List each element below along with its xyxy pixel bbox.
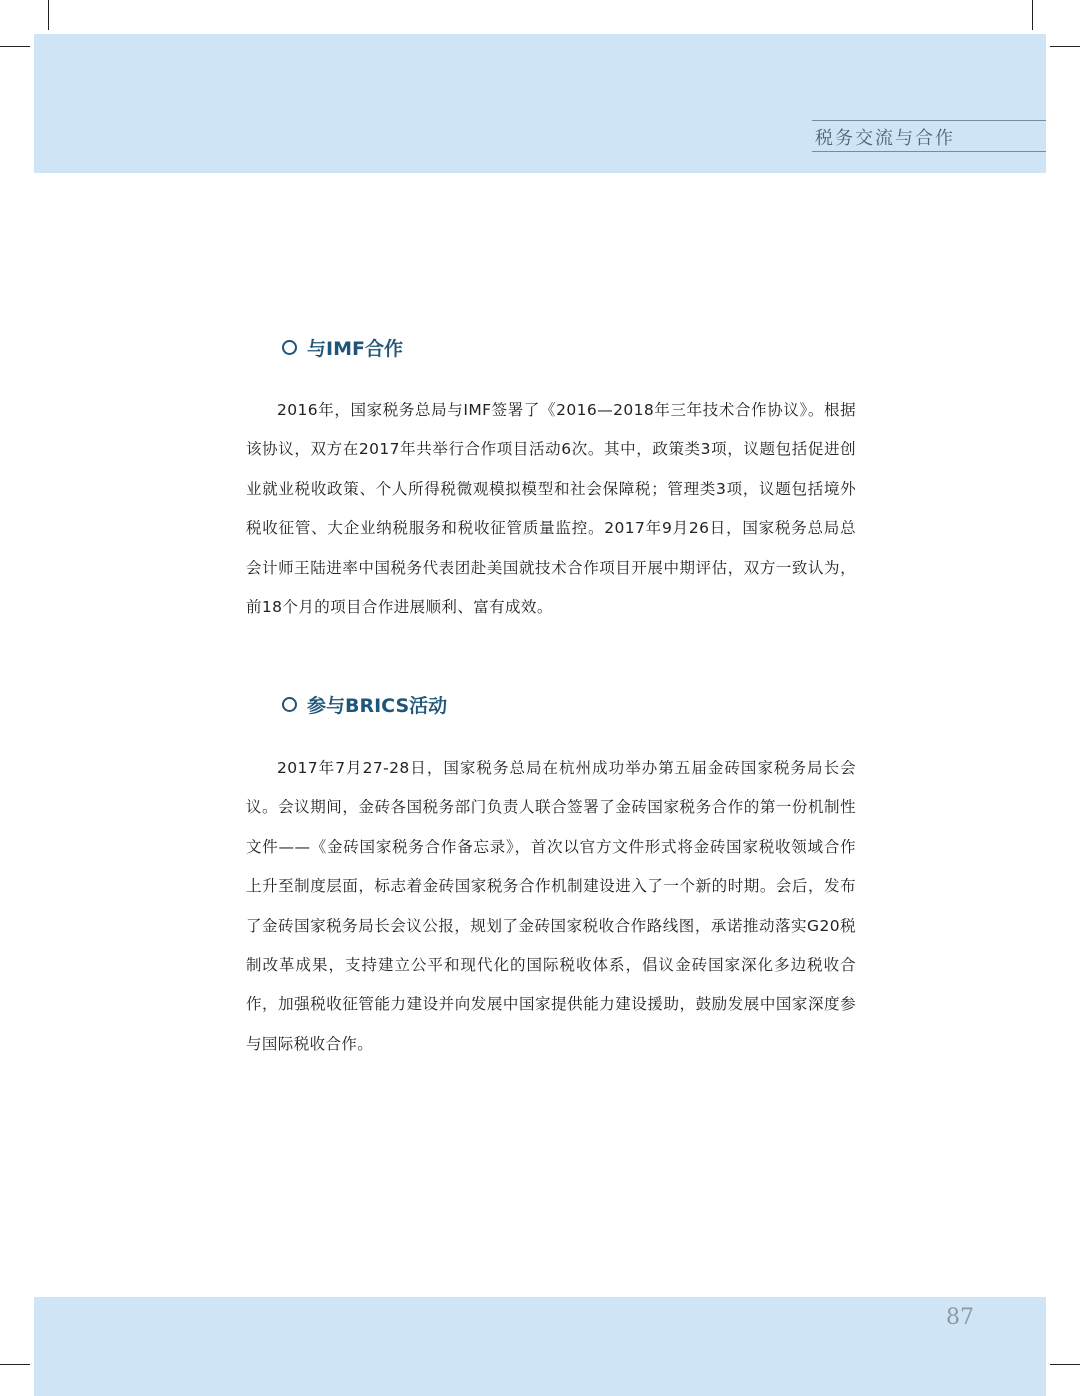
crop-mark <box>1032 0 1033 30</box>
section-paragraph-brics: 2017年7月27-28日，国家税务总局在杭州成功举办第五届金砖国家税务局长会议。会议期间，金砖各国税务部门负责人联合签署了金砖国家税务合作的第一份机制性文件——《金砖国家税务合作备忘录》，首次以官方文件形式将金砖国家税收领域合作上升至制度层面，标志着金砖国家税务合作机制建设进入了一个新的时期。会后，发布了金砖国家税务局长会议公报，规划了金砖国家税收合作路线图，承诺推动落实G20税制改革成果，支持建立公平和现代化的国际税收体系，倡议金砖国家深化多边税收合作，加强税收征管能力建设并向发展中国家提供能力建设援助，鼓励发展中国家深度参与国际税收合作。 <box>246 759 856 1053</box>
section-paragraph-imf: 2016年，国家税务总局与IMF签署了《2016—2018年三年技术合作协议》。根据该协议，双方在2017年共举行合作项目活动6次。其中，政策类3项，议题包括促进创业就业税收政策、个人所得税微观模拟模型和社会保障税；管理类3项，议题包括境外税收征管、大企业纳税服务和税收征管质量监控。2017年9月26日，国家税务总局总会计师王陆进率中国税务代表团赴美国就技术合作项目开展中期评估，双方一致认为，前18个月的项目合作进展顺利、富有成效。 <box>246 401 856 617</box>
crop-mark <box>1050 46 1080 47</box>
section-heading-brics <box>282 691 447 718</box>
section-heading-text: 参与BRICS活动 <box>307 695 448 717</box>
crop-mark <box>1050 1364 1080 1365</box>
crop-mark <box>0 1364 30 1365</box>
page-number: 87 <box>946 1305 974 1330</box>
header-band <box>34 34 1046 173</box>
circle-bullet-icon <box>282 340 297 355</box>
section-heading-text: 与IMF合作 <box>307 338 403 360</box>
crop-mark <box>48 0 49 30</box>
running-header-title: 税务交流与合作 <box>815 128 955 149</box>
header-rule-top <box>812 120 1046 121</box>
circle-bullet-icon <box>282 697 297 712</box>
footer-band <box>34 1297 1046 1396</box>
header-rule-bottom <box>812 151 1046 152</box>
section-heading-imf <box>282 334 403 361</box>
crop-mark <box>0 46 30 47</box>
